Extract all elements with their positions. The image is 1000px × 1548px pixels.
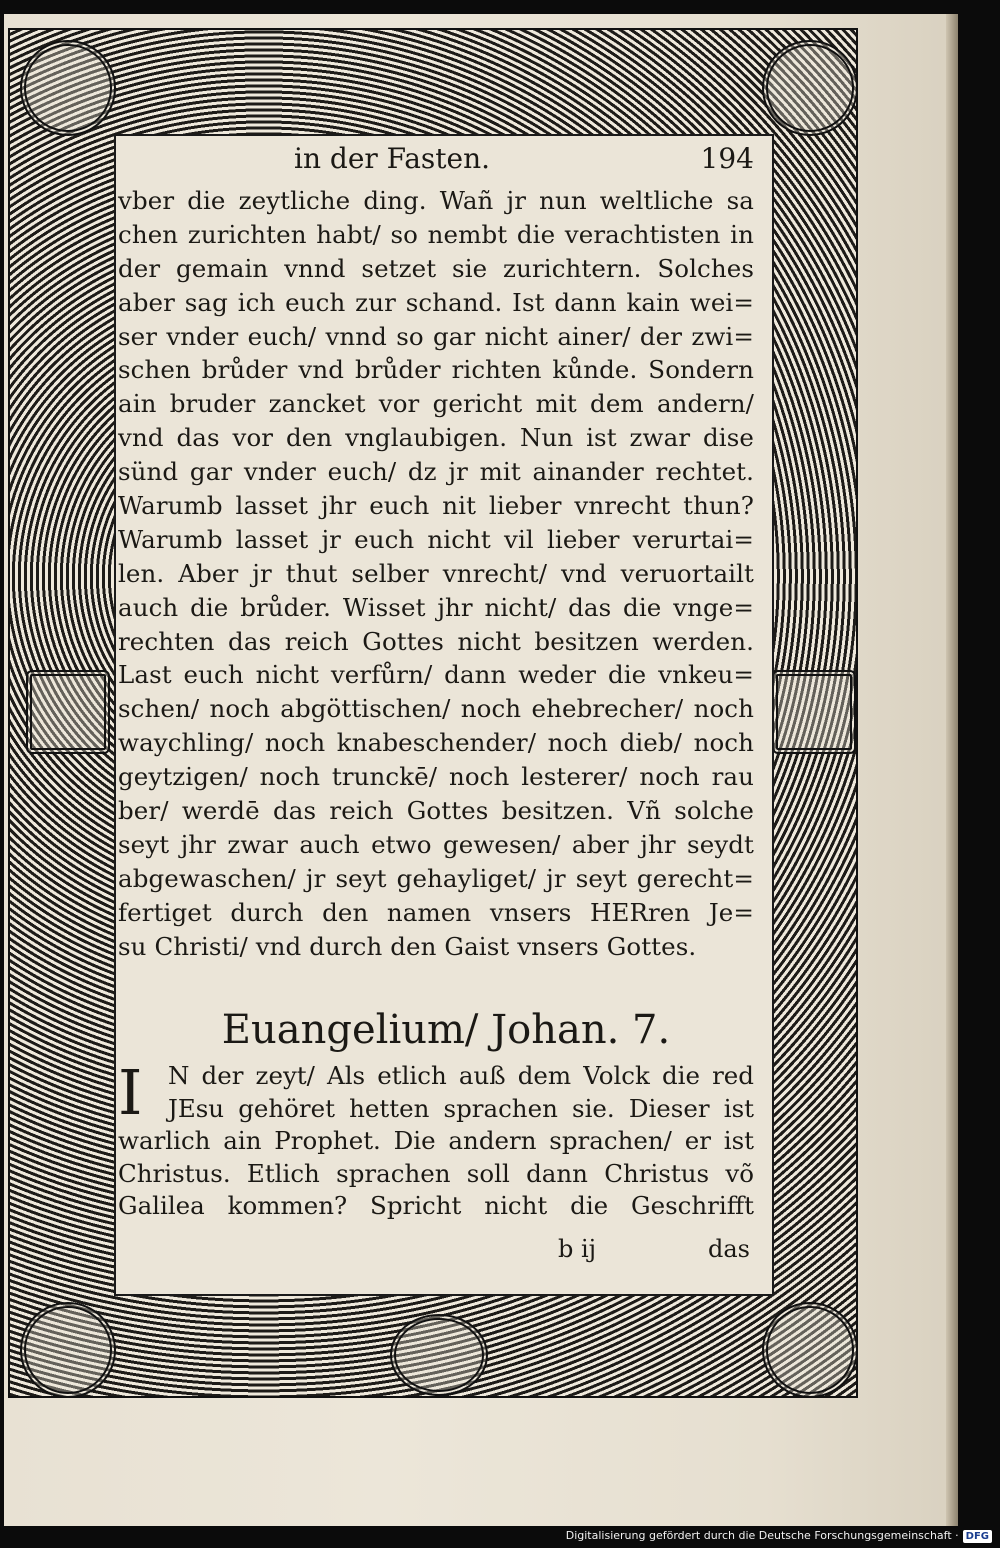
- text-line: su Christi/ vnd durch den Gaist vnsers Gottes.: [118, 931, 697, 961]
- funding-notice: [566, 1528, 992, 1544]
- text-line: auch die brůder. Wisset jhr nicht/ das die vnge=: [118, 592, 754, 622]
- catchword: das: [708, 1235, 750, 1263]
- text-line: abgewaschen/ jr seyt gehayliget/ jr seyt gerecht=: [118, 863, 754, 893]
- text-line: Last euch nicht verfůrn/ dann weder die vnkeu=: [118, 660, 754, 690]
- text-line: Warumb lasset jhr euch nit lieber vnrecht thun?: [118, 491, 754, 521]
- ornament-bottom-right: [762, 1302, 858, 1398]
- ornament-top-left: [20, 40, 116, 136]
- text-line: der gemain vnnd setzet sie zurichtern. Solches: [118, 253, 754, 283]
- text-line: vnd das vor den vnglaubigen. Nun ist zwar dise: [118, 423, 754, 453]
- text-line: N der zeyt/ Als etlich auß dem Volck die red: [168, 1061, 754, 1090]
- gospel-heading: Euangelium/ Johan. 7.: [221, 1007, 671, 1053]
- text-line: rechten das reich Gottes nicht besitzen werden.: [118, 626, 754, 656]
- text-line: JEsu gehöret hetten sprachen sie. Dieser ist: [168, 1093, 754, 1123]
- text-line: waychling/ noch knabeschender/ noch dieb/ noch: [118, 728, 754, 758]
- text-line: vber die zeytliche ding. Wañ jr nun weltliche sa: [118, 186, 754, 215]
- page-foot: [118, 1232, 754, 1266]
- page-edge: [946, 14, 958, 1526]
- text-line: schen brůder vnd brůder richten kůnde. Sondern: [118, 355, 754, 385]
- text-line: seyt jhr zwar auch etwo gewesen/ aber jhr seydt: [118, 829, 754, 859]
- epistle-text: [118, 184, 754, 963]
- text-line: warlich ain Prophet. Die andern sprachen/ er ist: [118, 1126, 754, 1156]
- text-line: ser vnder euch/ vnnd so gar nicht ainer/ der zwi=: [118, 321, 754, 351]
- text-line: Warumb lasset jr euch nicht vil lieber verurtai=: [118, 524, 754, 554]
- drop-initial: I: [118, 1056, 143, 1129]
- ornament-bottom-face: [390, 1314, 488, 1396]
- signature-mark: b ij: [558, 1235, 597, 1263]
- ornament-left-shield: [26, 670, 110, 754]
- text-line: geytzigen/ noch trunckē/ noch lesterer/ noch rau: [118, 762, 754, 792]
- funding-text: Digitalisierung gefördert durch die Deutsche Forschungsgemeinschaft ·: [565, 1529, 959, 1542]
- text-line: aber sag ich euch zur schand. Ist dann kain wei=: [118, 287, 754, 317]
- text-line: Galilea kommen? Spricht nicht die Geschrifft: [118, 1191, 754, 1221]
- running-head-title: in der Fasten.: [294, 142, 491, 175]
- text-line: ber/ werdē das reich Gottes besitzen. Vñ solche: [118, 796, 754, 826]
- text-line: fertiget durch den namen vnsers HERren Je=: [118, 897, 754, 927]
- running-head: [118, 140, 754, 178]
- dfg-logo: DFG: [963, 1530, 992, 1543]
- text-line: len. Aber jr thut selber vnrecht/ vnd veruortailt: [118, 558, 754, 588]
- text-line: schen/ noch abgöttischen/ noch ehebrecher/ noch: [118, 694, 754, 724]
- ornament-top-right: [762, 40, 858, 136]
- text-line: chen zurichten habt/ so nembt die verachtisten in: [118, 219, 754, 249]
- text-line: sünd gar vnder euch/ dz jr mit ainander rechtet.: [118, 457, 754, 487]
- text-line: Christus. Etlich sprachen soll dann Christus võ: [118, 1158, 754, 1188]
- ornament-bottom-left: [20, 1302, 116, 1398]
- gospel-text: [118, 1056, 754, 1223]
- folio-number: 194: [700, 142, 754, 175]
- text-line: ain bruder zancket vor gericht mit dem andern/: [118, 389, 754, 419]
- ornament-right-shield: [772, 670, 856, 754]
